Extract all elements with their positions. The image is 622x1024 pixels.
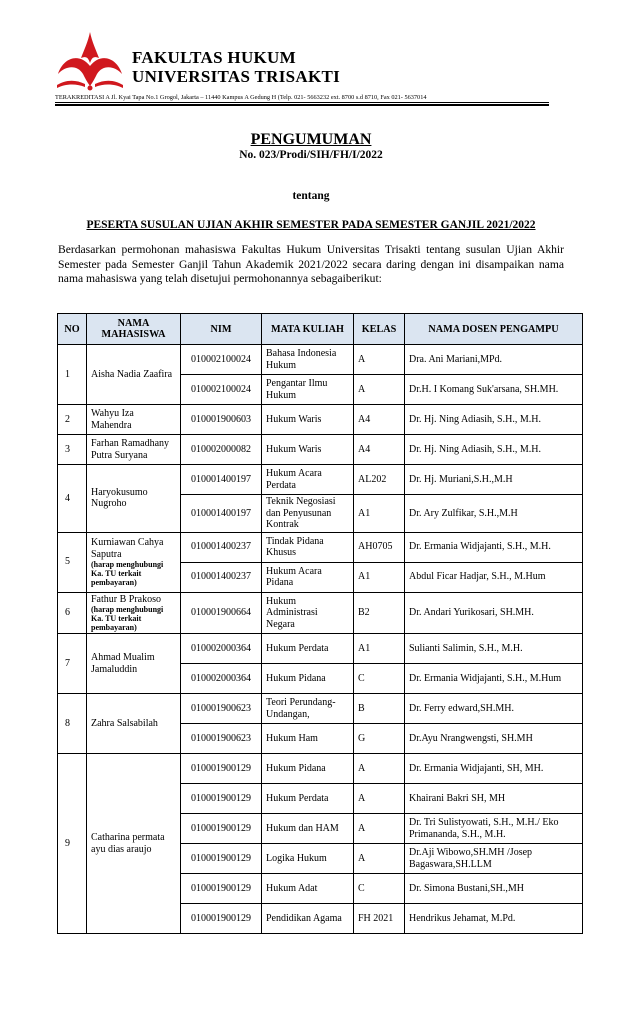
student-name: Aisha Nadia Zaafira	[91, 368, 173, 380]
document-subject: PESERTA SUSULAN UJIAN AKHIR SEMESTER PADA SEMESTER GANJIL 2021/2022	[86, 219, 536, 231]
nim-cell: 010002000364	[181, 664, 262, 694]
class-cell: A	[354, 754, 405, 784]
student-name: Zahra Salsabilah	[91, 717, 158, 729]
students-table	[57, 313, 583, 934]
class-cell: A	[354, 814, 405, 844]
student-name-cell	[87, 345, 181, 405]
faculty-name	[132, 48, 340, 86]
class-cell: B	[354, 694, 405, 724]
lecturer-cell: Dr. Andari Yurikosari, SH.MH.	[405, 592, 583, 634]
nim-cell: 010001900664	[181, 592, 262, 634]
class-cell: A	[354, 844, 405, 874]
tentang-label: tentang	[292, 190, 330, 202]
student-name: Catharina permata ayu dias araujo	[91, 832, 165, 855]
student-no: 8	[58, 694, 87, 754]
student-name-cell	[87, 634, 181, 694]
nim-cell: 010001400237	[181, 562, 262, 592]
lecturer-cell: Dr. Ermania Widjajanti, S.H., M.Hum	[405, 664, 583, 694]
lecturer-cell: Dr.Ayu Nrangwengsti, SH.MH	[405, 724, 583, 754]
lecturer-cell: Dr. Ermania Widjajanti, SH, MH.	[405, 754, 583, 784]
lecturer-cell: Hendrikus Jehamat, M.Pd.	[405, 904, 583, 934]
student-name: Wahyu Iza Mahendra	[91, 408, 134, 431]
col-header-nama: NAMA MAHASISWA	[87, 314, 181, 345]
course-cell: Teori Perundang-Undangan,	[262, 694, 354, 724]
lecturer-cell: Dra. Ani Mariani,MPd.	[405, 345, 583, 375]
nim-cell: 010001900623	[181, 694, 262, 724]
col-header-nim: NIM	[181, 314, 262, 345]
nim-cell: 010002100024	[181, 345, 262, 375]
col-header-kelas: KELAS	[354, 314, 405, 345]
course-cell: Logika Hukum	[262, 844, 354, 874]
course-cell: Pengantar Ilmu Hukum	[262, 375, 354, 405]
course-cell: Hukum Pidana	[262, 754, 354, 784]
document-number: No. 023/Prodi/SIH/FH/I/2022	[239, 149, 383, 161]
course-cell: Hukum Acara Perdata	[262, 465, 354, 495]
table-body	[58, 345, 583, 934]
course-cell: Pendidikan Agama	[262, 904, 354, 934]
lecturer-cell: Dr.H. I Komang Suk'arsana, SH.MH.	[405, 375, 583, 405]
class-cell: AL202	[354, 465, 405, 495]
class-cell: A	[354, 375, 405, 405]
lecturer-cell: Sulianti Salimin, S.H., M.H.	[405, 634, 583, 664]
course-cell: Tindak Pidana Khusus	[262, 532, 354, 562]
lecturer-cell: Khairani Bakri SH, MH	[405, 784, 583, 814]
nim-cell: 010001900129	[181, 874, 262, 904]
table-row	[58, 592, 583, 634]
university-label: UNIVERSITAS TRISAKTI	[132, 67, 341, 86]
course-cell: Hukum Perdata	[262, 784, 354, 814]
nim-cell: 010001400197	[181, 465, 262, 495]
student-note: (harap menghubungi Ka. TU terkait pembayaran)	[91, 605, 164, 632]
nim-cell: 010001900129	[181, 844, 262, 874]
document-title: PENGUMUMAN	[250, 131, 372, 148]
lecturer-cell: Abdul Ficar Hadjar, S.H., M.Hum	[405, 562, 583, 592]
student-name-cell	[87, 694, 181, 754]
student-name: Ahmad Mualim Jamaluddin	[91, 652, 155, 675]
student-name: Farhan Ramadhany Putra Suryana	[91, 438, 170, 461]
course-cell: Hukum Perdata	[262, 634, 354, 664]
col-header-no: NO	[58, 314, 87, 345]
table-row	[58, 465, 583, 495]
student-no: 6	[58, 592, 87, 634]
nim-cell: 010002100024	[181, 375, 262, 405]
nim-cell: 010001400237	[181, 532, 262, 562]
nim-cell: 010001900129	[181, 784, 262, 814]
class-cell: A4	[354, 405, 405, 435]
table-row	[58, 435, 583, 465]
lecturer-cell: Dr. Ermania Widjajanti, S.H., M.H.	[405, 532, 583, 562]
col-header-mata-kuliah: MATA KULIAH	[262, 314, 354, 345]
class-cell: C	[354, 664, 405, 694]
class-cell: A	[354, 345, 405, 375]
class-cell: G	[354, 724, 405, 754]
student-name: Haryokusumo Nugroho	[91, 486, 148, 510]
lecturer-cell: Dr. Hj. Ning Adiasih, S.H., M.H.	[405, 405, 583, 435]
class-cell: B2	[354, 592, 405, 634]
course-cell: Hukum Ham	[262, 724, 354, 754]
lecturer-cell: Dr. Hj. Ning Adiasih, S.H., M.H.	[405, 435, 583, 465]
nim-cell: 010001900603	[181, 405, 262, 435]
student-name-cell	[87, 435, 181, 465]
class-cell: FH 2021	[354, 904, 405, 934]
student-no: 9	[58, 754, 87, 934]
table-row	[58, 532, 583, 562]
course-cell: Hukum Waris	[262, 405, 354, 435]
intro-paragraph: Berdasarkan permohonan mahasiswa Fakultas Hukum Universitas Trisakti tentang susulan Ujian Akhir Semester pada Semester Ganjil Tahun Akademik 2021/2022 secara daring dengan ini disampaikan nama nama mahasiswa yang telah disetujui permohonannya sebagaiberikut:	[58, 243, 564, 285]
col-header-dosen: NAMA DOSEN PENGAMPU	[405, 314, 583, 345]
course-cell: Hukum dan HAM	[262, 814, 354, 844]
student-name-cell	[87, 592, 181, 634]
student-no: 2	[58, 405, 87, 435]
course-cell: Bahasa Indonesia Hukum	[262, 345, 354, 375]
table-row	[58, 754, 583, 784]
nim-cell: 010001900129	[181, 754, 262, 784]
table-row	[58, 405, 583, 435]
header-divider	[55, 102, 549, 106]
table-row	[58, 634, 583, 664]
student-no: 7	[58, 634, 87, 694]
class-cell: A1	[354, 634, 405, 664]
student-name-cell	[87, 754, 181, 934]
student-note: (harap menghubungi Ka. TU terkait pembayaran)	[91, 560, 164, 587]
class-cell: A1	[354, 495, 405, 533]
class-cell: C	[354, 874, 405, 904]
class-cell: AH0705	[354, 532, 405, 562]
student-no: 5	[58, 532, 87, 592]
nim-cell: 010001900623	[181, 724, 262, 754]
student-name: Fathur B Prakoso	[91, 593, 161, 605]
course-cell: Hukum Administrasi Negara	[262, 592, 354, 634]
course-cell: Hukum Acara Pidana	[262, 562, 354, 592]
lecturer-cell: Dr. Ary Zulfikar, S.H.,M.H	[405, 495, 583, 533]
table-header-row	[58, 314, 583, 345]
letterhead	[55, 30, 555, 106]
trisakti-logo-icon	[55, 30, 125, 92]
lecturer-cell: Dr. Ferry edward,SH.MH.	[405, 694, 583, 724]
nim-cell: 010001900129	[181, 904, 262, 934]
nim-cell: 010002000082	[181, 435, 262, 465]
course-cell: Hukum Adat	[262, 874, 354, 904]
class-cell: A	[354, 784, 405, 814]
faculty-label: FAKULTAS HUKUM	[132, 48, 296, 67]
course-cell: Hukum Waris	[262, 435, 354, 465]
student-no: 1	[58, 345, 87, 405]
table-row	[58, 345, 583, 375]
lecturer-cell: Dr. Simona Bustani,SH.,MH	[405, 874, 583, 904]
lecturer-cell: Dr. Tri Sulistyowati, S.H., M.H./ Eko Primananda, S.H., M.H.	[405, 814, 583, 844]
student-no: 4	[58, 465, 87, 533]
class-cell: A1	[354, 562, 405, 592]
lecturer-cell: Dr. Hj. Muriani,S.H.,M.H	[405, 465, 583, 495]
student-name-cell	[87, 405, 181, 435]
nim-cell: 010002000364	[181, 634, 262, 664]
course-cell: Teknik Negosiasi dan Penyusunan Kontrak	[262, 495, 354, 533]
student-name: Kurniawan Cahya Saputra	[91, 537, 164, 560]
student-name-cell	[87, 465, 181, 533]
lecturer-cell: Dr.Aji Wibowo,SH.MH /Josep Bagaswara,SH.LLM	[405, 844, 583, 874]
student-no: 3	[58, 435, 87, 465]
table-row	[58, 694, 583, 724]
nim-cell: 010001900129	[181, 814, 262, 844]
course-cell: Hukum Pidana	[262, 664, 354, 694]
address-line: TERAKREDITASI A Jl. Kyai Tapa No.1 Grogol, Jakarta – 11440 Kampus A Gedung H (Telp. 021- 5663232 ext. 8700 s.d 8710, Fax 021- 5637014	[55, 94, 427, 101]
class-cell: A4	[354, 435, 405, 465]
student-name-cell	[87, 532, 181, 592]
nim-cell: 010001400197	[181, 495, 262, 533]
